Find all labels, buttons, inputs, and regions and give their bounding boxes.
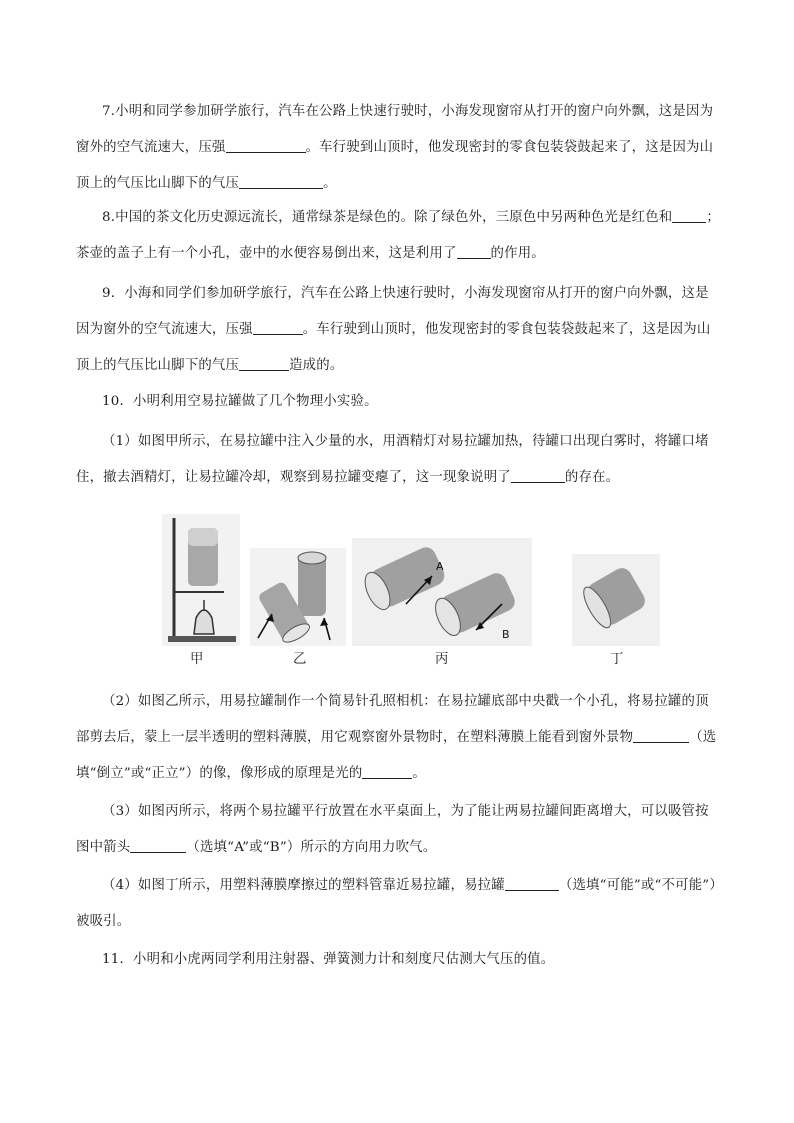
q7-text-a: 7.小明和同学参加研学旅行，汽车在公路上快速行驶时，小海发现窗帘从打开的窗户向外飘，这是因为窗外的空气流速大，压强 bbox=[76, 104, 714, 155]
q8-text-c: 的作用。 bbox=[490, 246, 545, 261]
question-10-part-3 bbox=[76, 794, 722, 866]
question-11 bbox=[76, 942, 722, 978]
answer-blank[interactable] bbox=[130, 838, 186, 853]
q9-text-c: 造成的。 bbox=[289, 358, 344, 373]
question-10-part-1 bbox=[76, 424, 722, 496]
answer-blank[interactable] bbox=[505, 876, 559, 891]
answer-blank[interactable] bbox=[511, 468, 565, 483]
answer-blank[interactable] bbox=[239, 174, 323, 189]
question-10-part-4 bbox=[76, 868, 722, 940]
q7-text-b: 。车行驶到山顶时，他发现密封的零食包装袋鼓起来了，这是因为山顶上的气压比山脚下的气压 bbox=[76, 140, 714, 191]
q8-text-b: ；茶壶的盖子上有一个小孔，壶中的水便容易倒出来，这是利用了 bbox=[76, 210, 720, 261]
answer-blank[interactable] bbox=[362, 764, 412, 779]
q7-text-c: 。 bbox=[323, 176, 337, 191]
q10-p4-text-a: （4）如图丁所示，用塑料薄膜摩擦过的塑料管靠近易拉罐，易拉罐 bbox=[102, 878, 505, 893]
q10-p1-text-b: 的存在。 bbox=[564, 470, 620, 485]
figure-label-yi: 乙 bbox=[293, 652, 307, 667]
q10-p3-text-a: （3）如图丙所示，将两个易拉罐平行放置在水平桌面上，为了能让两易拉罐间距离增大，可以吸管按图中箭头 bbox=[76, 804, 709, 855]
q8-text-a: 8.中国的茶文化历史源远流长，通常绿茶是绿色的。除了绿色外，三原色中另两种色光是红色和 bbox=[102, 210, 673, 225]
q10-p2-text-c: 。 bbox=[412, 766, 426, 781]
q10-p1-text-a: （1）如图甲所示，在易拉罐中注入少量的水，用酒精灯对易拉罐加热，待罐口出现白雾时，将罐口堵住，撤去酒精灯，让易拉罐冷却，观察到易拉罐变瘪了，这一现象说明了 bbox=[76, 434, 709, 485]
figure-jia-image bbox=[162, 514, 240, 646]
q10-intro-text: 10．小明利用空易拉罐做了几个物理小实验。 bbox=[102, 394, 378, 409]
answer-blank[interactable] bbox=[253, 320, 303, 335]
q10-p2-text-a: （2）如图乙所示，用易拉罐制作一个简易针孔照相机：在易拉罐底部中央戳一个小孔，将易拉罐的顶部剪去后，蒙上一层半透明的塑料薄膜，用它观察窗外景物时，在塑料薄膜上能看到窗外景物 bbox=[76, 694, 709, 745]
question-9 bbox=[76, 276, 722, 384]
question-10-part-2 bbox=[76, 684, 722, 792]
figure-label-bing: 丙 bbox=[435, 652, 449, 667]
arrow-a-label: A bbox=[436, 560, 444, 573]
arrow-b-label: B bbox=[502, 628, 510, 641]
q11-text: 11．小明和小虎两同学利用注射器、弹簧测力计和刻度尺估测大气压的值。 bbox=[102, 952, 555, 967]
question-7 bbox=[76, 94, 722, 202]
answer-blank[interactable] bbox=[239, 356, 289, 371]
answer-blank[interactable] bbox=[672, 208, 706, 223]
answer-blank[interactable] bbox=[226, 138, 306, 153]
figure-yi-image bbox=[250, 548, 346, 646]
answer-blank[interactable] bbox=[457, 244, 491, 259]
q9-text-a: 9．小海和同学们参加研学旅行，汽车在公路上快速行驶时，小海发现窗帘从打开的窗户向外飘，这是因为窗外的空气流速大，压强 bbox=[76, 286, 709, 337]
figure-label-jia: 甲 bbox=[190, 652, 204, 667]
q9-text-b: 。车行驶到山顶时，他发现密封的零食包装袋鼓起来了，这是因为山顶上的气压比山脚下的气压 bbox=[76, 322, 711, 373]
figure-label-ding: 丁 bbox=[610, 652, 624, 667]
figure-ding-image bbox=[572, 554, 660, 646]
question-10-intro bbox=[76, 384, 722, 420]
q10-p2-text-b: （选填“倒立”或“正立”）的像，像形成的原理是光的 bbox=[76, 730, 717, 781]
q10-p4-text-b: （选填“可能”或“不可能”）被吸引。 bbox=[76, 878, 717, 929]
q10-p3-text-b: （选填“A”或“B”）所示的方向用力吹气。 bbox=[186, 840, 437, 855]
answer-blank[interactable] bbox=[633, 728, 689, 743]
question-8 bbox=[76, 200, 722, 272]
figure-bing-image bbox=[352, 538, 532, 646]
